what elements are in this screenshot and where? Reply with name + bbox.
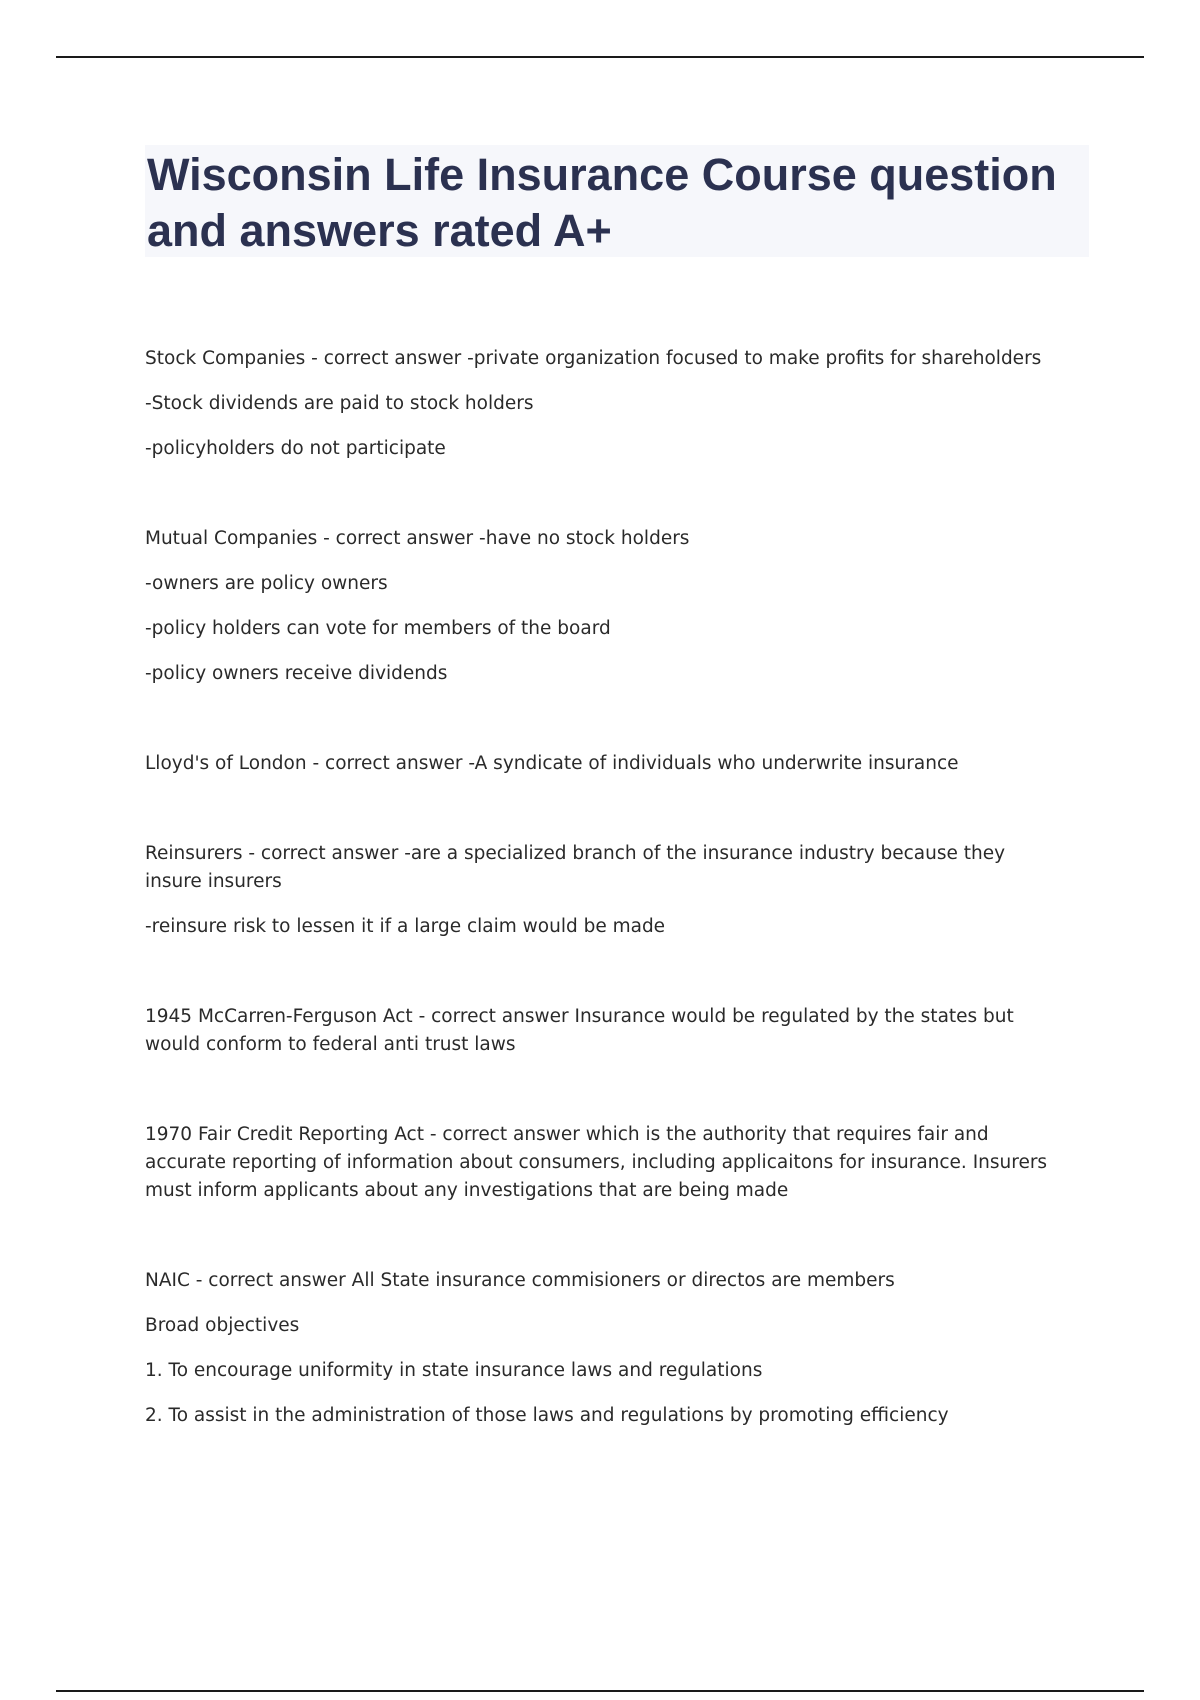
title-banner (145, 145, 1089, 257)
qa-line: -policyholders do not participate (145, 438, 446, 459)
qa-line: -Stock dividends are paid to stock holders (145, 393, 534, 414)
qa-content (145, 345, 1065, 1492)
document-title: Wisconsin Life Insurance Course question and answers rated A+ (147, 149, 1057, 256)
qa-line: NAIC - correct answer All State insurance commisioners or directos are members (145, 1270, 895, 1291)
qa-entry-stock-companies (145, 345, 1065, 463)
qa-entry-reinsurers (145, 840, 1065, 941)
qa-entry-naic (145, 1267, 1065, 1430)
qa-entry-mutual-companies (145, 525, 1065, 688)
qa-line: Reinsurers - correct answer -are a specialized branch of the insurance industry because they insure insurers (145, 843, 1006, 892)
qa-line: 1945 McCarren-Ferguson Act - correct answer Insurance would be regulated by the states but would conform to federal anti trust laws (145, 1006, 1014, 1055)
top-rule (56, 56, 1144, 58)
bottom-rule (56, 1690, 1144, 1692)
qa-entry-fair-credit (145, 1121, 1065, 1205)
qa-line: Mutual Companies - correct answer -have no stock holders (145, 528, 690, 549)
qa-line: -policy owners receive dividends (145, 663, 448, 684)
qa-line: 1970 Fair Credit Reporting Act - correct answer which is the authority that requires fair and accurate reporting of information about consumers, including applicaitons for insurance. Insurers must inform applicants about any investigations that are being made (145, 1124, 1048, 1201)
qa-line: -owners are policy owners (145, 573, 388, 594)
qa-line: Stock Companies - correct answer -private organization focused to make profits for shareholders (145, 348, 1042, 369)
qa-line: -policy holders can vote for members of the board (145, 618, 611, 639)
qa-entry-mccarren-ferguson (145, 1003, 1065, 1059)
qa-line: 1. To encourage uniformity in state insurance laws and regulations (145, 1360, 763, 1381)
qa-line: -reinsure risk to lessen it if a large claim would be made (145, 916, 666, 937)
qa-line: 2. To assist in the administration of those laws and regulations by promoting efficiency (145, 1405, 949, 1426)
qa-line: Broad objectives (145, 1315, 300, 1336)
qa-entry-lloyds (145, 750, 1065, 778)
qa-line: Lloyd's of London - correct answer -A syndicate of individuals who underwrite insurance (145, 753, 959, 774)
